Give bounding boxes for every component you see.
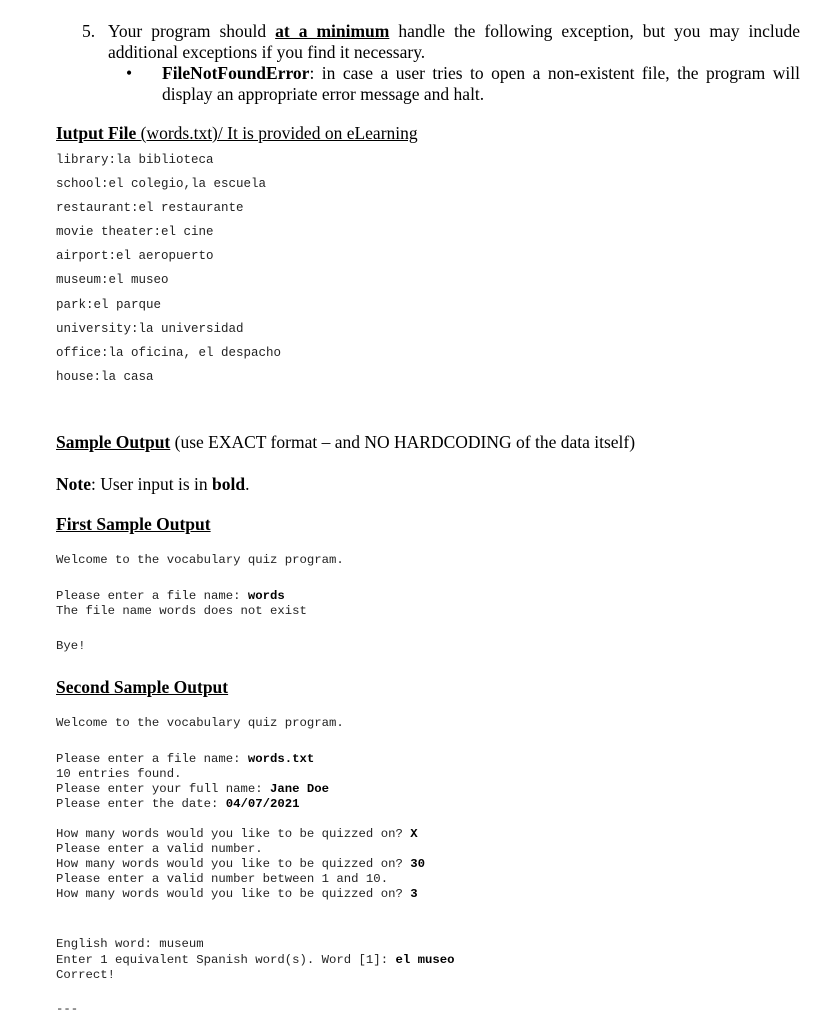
- requirement-text: Your program should at a minimum handle the following exception, but you may include additional exceptions if you find it necessary.: [108, 21, 801, 62]
- emphasis-text: at a minimum: [275, 21, 390, 41]
- file-line: house:la casa: [56, 369, 154, 384]
- console-line: Enter 1 equivalent Spanish word(s). Word [1]: el museo: [56, 953, 455, 967]
- user-input: Jane Doe: [270, 782, 330, 796]
- console-line: Please enter a valid number between 1 and 10.: [56, 872, 389, 886]
- user-input: X: [410, 827, 418, 841]
- console-line: How many words would you like to be quizzed on? 30: [56, 857, 425, 871]
- requirement-number: 5.: [82, 21, 96, 41]
- console-line: Please enter a valid number.: [56, 842, 263, 856]
- bullet-icon: •: [126, 63, 133, 83]
- user-input: words: [247, 589, 285, 603]
- file-contents: [56, 152, 281, 393]
- console-line: The file name words does not exist: [56, 604, 307, 618]
- file-line: museum:el museo: [56, 273, 169, 288]
- sample-output-heading: Sample Output (use EXACT format – and NO HARDCODING of the data itself): [56, 432, 636, 452]
- file-line: university:la universidad: [56, 321, 244, 336]
- user-input: 04/07/2021: [225, 797, 300, 811]
- file-line: library:la biblioteca: [56, 153, 214, 167]
- file-line: airport:el aeropuerto: [56, 249, 214, 264]
- user-input: words.txt: [247, 752, 315, 766]
- file-line: park:el parque: [56, 297, 162, 312]
- console-line: 10 entries found.: [56, 767, 182, 781]
- console-line: Please enter a file name: words.txt: [56, 752, 315, 766]
- console-line: Please enter the date: 04/07/2021: [56, 797, 300, 811]
- console-line: Welcome to the vocabulary quiz program.: [56, 553, 344, 567]
- console-line: How many words would you like to be quizzed on? 3: [56, 887, 418, 901]
- exception-name: FileNotFoundError: [162, 63, 310, 83]
- requirement-item: [82, 21, 800, 105]
- file-line: movie theater:el cine: [56, 225, 214, 240]
- note-line: Note: User input is in bold.: [56, 474, 250, 494]
- console-line: English word: museum: [56, 937, 204, 951]
- separator-line: ---: [56, 1002, 79, 1016]
- file-line: restaurant:el restaurante: [56, 201, 244, 216]
- console-line: Please enter a file name: words: [56, 589, 285, 603]
- input-file-heading: Iutput File (words.txt)/ It is provided on eLearning: [56, 123, 418, 143]
- console-line: Bye!: [56, 639, 86, 653]
- console-line: Welcome to the vocabulary quiz program.: [56, 716, 344, 730]
- user-input: el museo: [395, 953, 455, 967]
- user-input: 3: [410, 887, 418, 901]
- file-line: office:la oficina, el despacho: [56, 345, 282, 360]
- file-line: school:el colegio,la escuela: [56, 177, 267, 192]
- console-line: How many words would you like to be quizzed on? X: [56, 827, 418, 841]
- first-sample-heading: First Sample Output: [56, 514, 211, 534]
- console-line: Correct!: [56, 968, 116, 982]
- second-sample-heading: Second Sample Output: [56, 677, 229, 697]
- console-line: Please enter your full name: Jane Doe: [56, 782, 330, 796]
- user-input: 30: [410, 857, 425, 871]
- bullet-item: • FileNotFoundError: in case a user tries to open a non-existent file, the program will display an appropriate error message and halt.: [126, 63, 800, 104]
